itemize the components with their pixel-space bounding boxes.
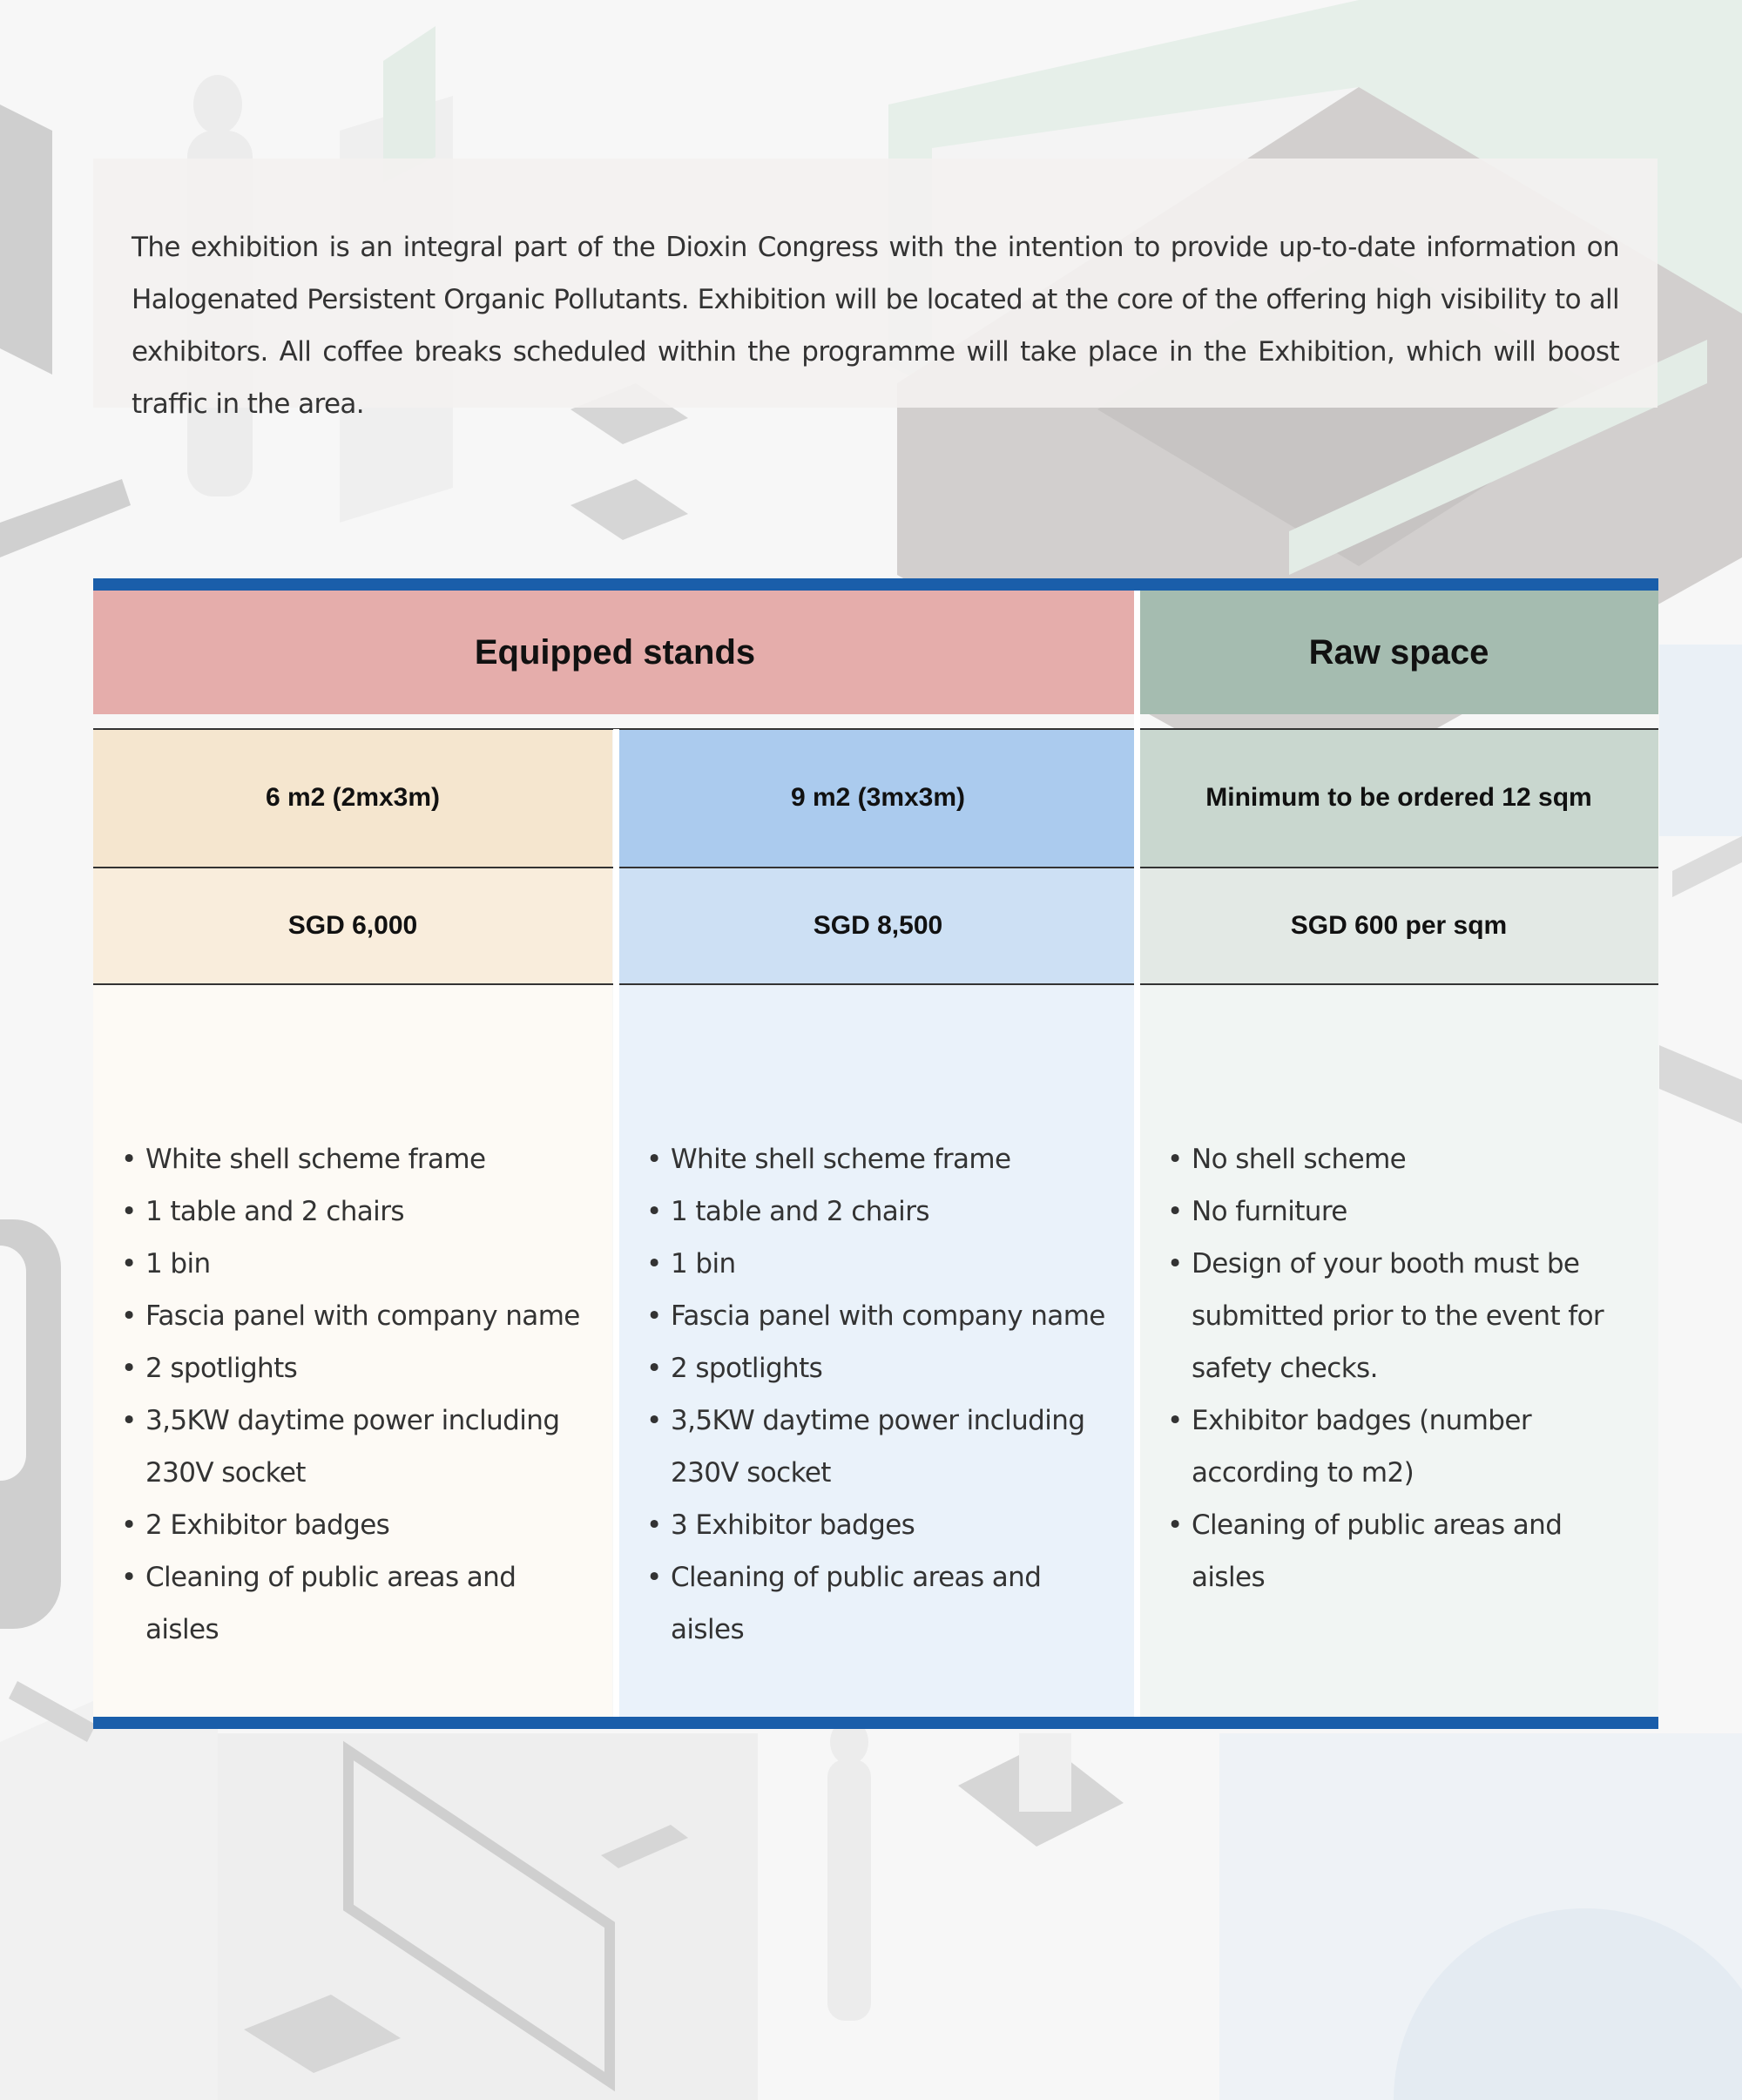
- features-list-6m2: [121, 1133, 597, 1656]
- price-cell-9m2: SGD 8,500: [618, 868, 1138, 983]
- raw-space-header: Raw space: [1139, 591, 1658, 714]
- list-item: • Fascia panel with company name: [646, 1290, 1122, 1342]
- table-bottom-bar: [93, 1717, 1658, 1729]
- size-cell-9m2: 9 m2 (3mx3m): [618, 729, 1138, 867]
- list-item: • Fascia panel with company name: [121, 1290, 597, 1342]
- list-item: • White shell scheme frame: [121, 1133, 597, 1185]
- price-cell-6m2: SGD 6,000: [93, 868, 612, 983]
- list-item: • 2 spotlights: [121, 1342, 597, 1394]
- size-cell-6m2: 6 m2 (2mx3m): [93, 729, 612, 867]
- list-item: • No shell scheme: [1167, 1133, 1643, 1185]
- features-cell-9m2: [618, 985, 1138, 1717]
- column-divider: [1134, 591, 1140, 1717]
- stand-pricing-table: [93, 578, 1658, 1729]
- list-item: • No furniture: [1167, 1185, 1643, 1238]
- row-divider: [93, 867, 1658, 868]
- features-cell-6m2: [93, 985, 612, 1717]
- list-item: • Cleaning of public areas and aisles: [646, 1551, 1122, 1656]
- features-cell-raw: [1139, 985, 1658, 1717]
- price-cell-raw: SGD 600 per sqm: [1139, 868, 1658, 983]
- equipped-stands-header: Equipped stands: [93, 591, 1137, 714]
- list-item: • 2 spotlights: [646, 1342, 1122, 1394]
- list-item: • 1 bin: [121, 1238, 597, 1290]
- list-item: • Cleaning of public areas and aisles: [121, 1551, 597, 1656]
- list-item: • Exhibitor badges (number according to m2): [1167, 1394, 1643, 1499]
- table-top-bar: [93, 578, 1658, 591]
- list-item: • 2 Exhibitor badges: [121, 1499, 597, 1551]
- row-divider: [93, 983, 1658, 985]
- list-item: • 1 bin: [646, 1238, 1122, 1290]
- list-item: • 3,5KW daytime power including 230V socket: [121, 1394, 597, 1499]
- row-divider: [93, 728, 1658, 730]
- features-list-9m2: [646, 1133, 1122, 1656]
- list-item: • Design of your booth must be submitted prior to the event for safety checks.: [1167, 1238, 1643, 1394]
- intro-paragraph: The exhibition is an integral part of the Dioxin Congress with the intention to provide up-to-date information on Halogenated Persistent Organic Pollutants. Exhibition will be located at the core of the offering high visibility to all exhibitors. All coffee breaks scheduled within the programme will take place in the Exhibition, which will boost traffic in the area.: [132, 232, 1619, 420]
- list-item: • 3 Exhibitor badges: [646, 1499, 1122, 1551]
- list-item: • Cleaning of public areas and aisles: [1167, 1499, 1643, 1604]
- list-item: • 1 table and 2 chairs: [646, 1185, 1122, 1238]
- list-item: • 3,5KW daytime power including 230V socket: [646, 1394, 1122, 1499]
- column-divider: [613, 729, 619, 1717]
- size-cell-raw: Minimum to be ordered 12 sqm: [1139, 729, 1658, 867]
- list-item: • White shell scheme frame: [646, 1133, 1122, 1185]
- intro-box: [93, 159, 1658, 420]
- list-item: • 1 table and 2 chairs: [121, 1185, 597, 1238]
- features-list-raw: [1167, 1133, 1643, 1604]
